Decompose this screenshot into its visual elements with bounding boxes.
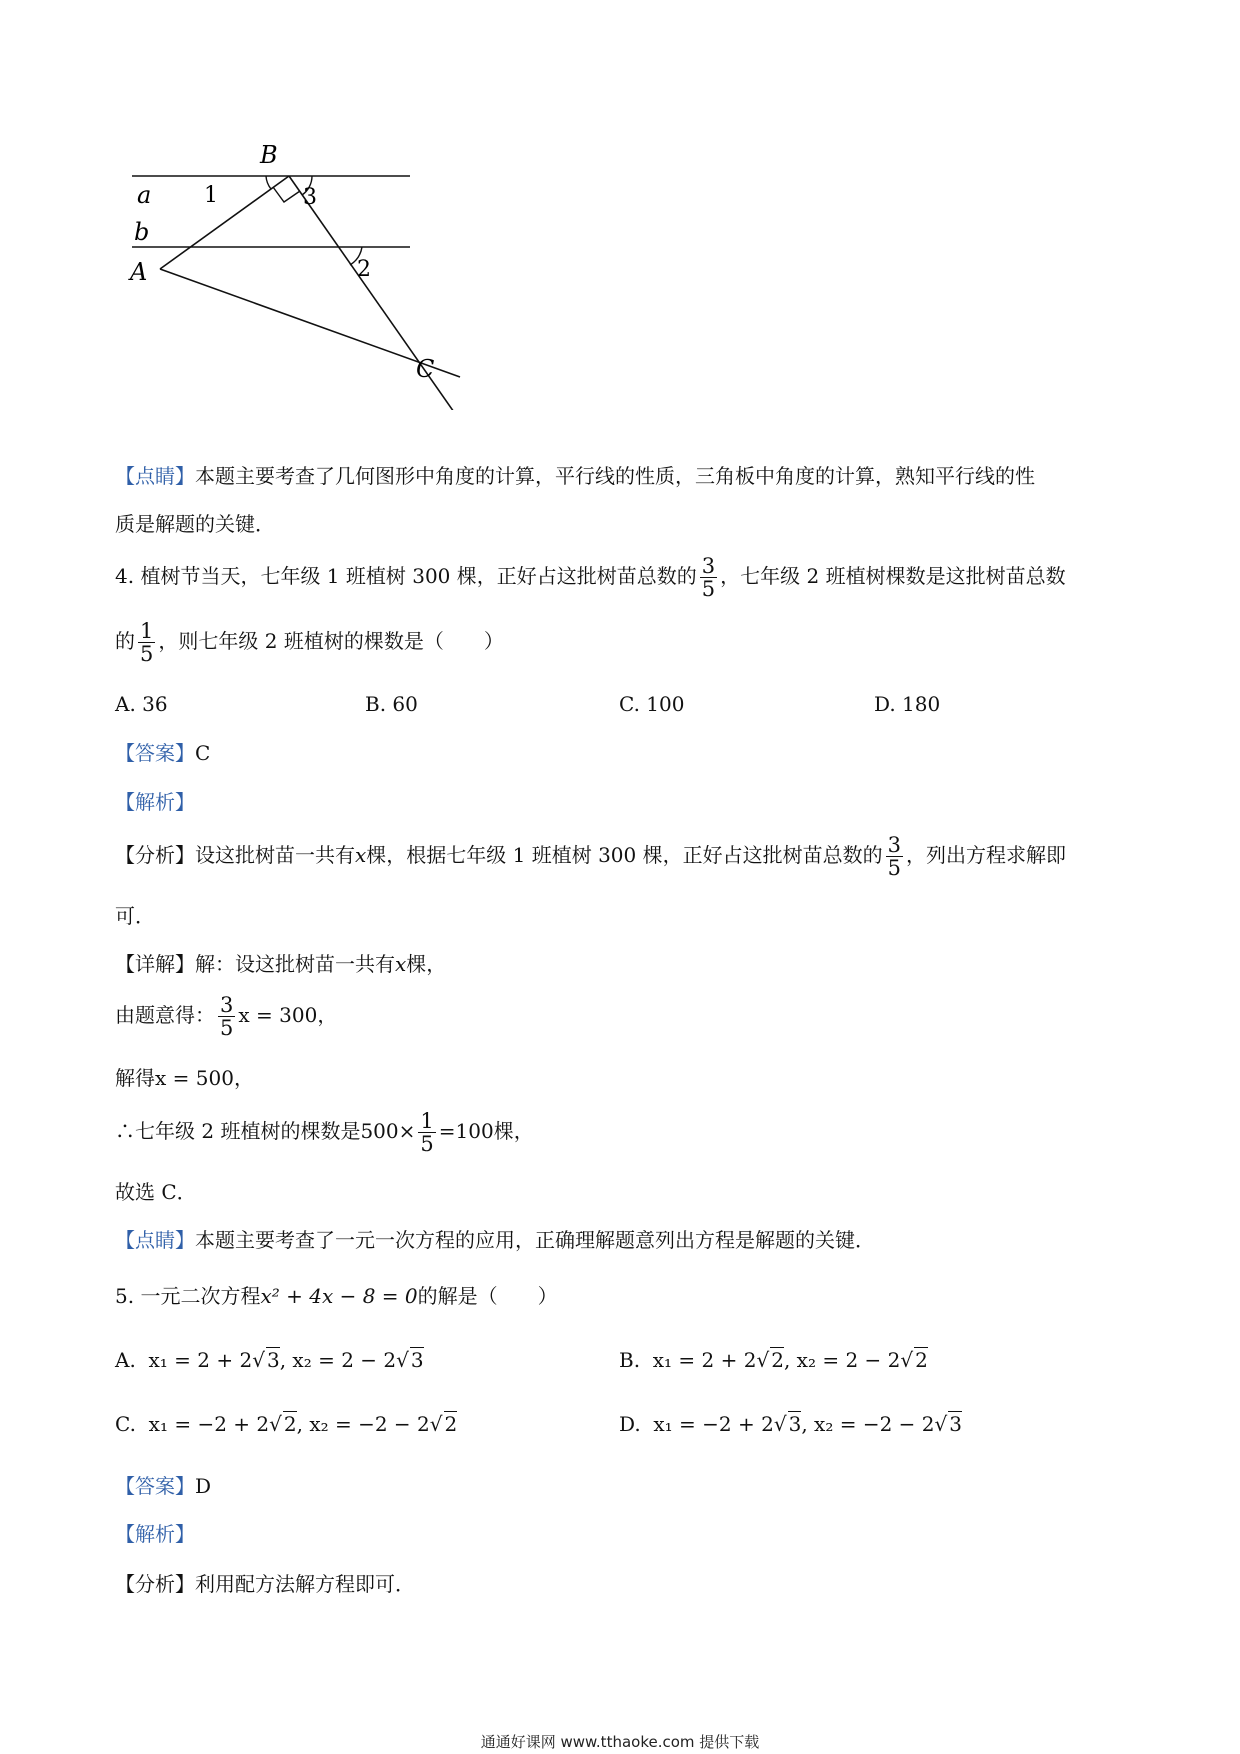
dianjing-tag: 【点睛】 <box>115 464 195 488</box>
fenxi-tag: 【分析】 <box>115 843 195 868</box>
fenxi-text: ，列出方程求解即 <box>905 843 1066 868</box>
xiangjie-text: 棵， <box>406 952 447 976</box>
q5-option-c: C. x₁ = −2 + 2√ 2, x₂ = −2 − 2√ 2 <box>115 1412 458 1436</box>
page-footer: 通通好课网 www.tthaoke.com 提供下载 <box>480 1733 760 1751</box>
label-a: a <box>137 181 152 209</box>
label-angle-1: 1 <box>204 183 218 208</box>
label-A: A <box>130 258 148 286</box>
label-angle-3: 3 <box>303 185 317 210</box>
equation: x² + 4x − 8 = 0 <box>260 1284 418 1308</box>
q4-xiangjie <box>115 954 446 974</box>
radicand: 3 <box>788 1412 802 1436</box>
segment-bc <box>289 176 463 410</box>
option-label: A. <box>115 1348 136 1372</box>
dianjing-text: 质是解题的关键． <box>115 512 275 536</box>
option-math: x₁ = 2 + 2 <box>652 1348 757 1372</box>
q3-dianjing-line1 <box>115 466 1035 486</box>
segment-ba <box>160 176 289 269</box>
q4-stem: ，则七年级 2 班植树的棵数是（ ） <box>158 629 504 654</box>
radicand: 2 <box>283 1412 297 1436</box>
radicand: 2 <box>444 1412 458 1436</box>
answer-value: C <box>195 741 211 765</box>
fraction <box>218 994 235 1039</box>
option-math: , x₂ = 2 − 2 <box>783 1348 901 1372</box>
segment-ac <box>160 269 460 377</box>
numerator: 3 <box>220 993 234 1017</box>
fenxi-tag: 【分析】 <box>115 1572 195 1596</box>
punct: ， <box>317 1003 338 1028</box>
step-label: ∴七年级 2 班植树的棵数是 <box>115 1119 361 1144</box>
fraction <box>138 620 155 665</box>
variable-x: x <box>355 843 367 868</box>
q4-stem-line2 <box>115 620 504 665</box>
punct: ， <box>233 1066 254 1090</box>
option-math: , x₂ = 2 − 2 <box>279 1348 397 1372</box>
q5-stem-text: 5. 一元二次方程 <box>115 1284 261 1308</box>
fenxi-text: 利用配方法解方程即可． <box>195 1572 415 1596</box>
denominator: 5 <box>220 1016 234 1041</box>
q4-step1 <box>115 994 337 1039</box>
numerator: 3 <box>887 833 901 857</box>
fraction <box>700 555 717 600</box>
q4-fenxi-line1 <box>115 834 1066 879</box>
q5-answer <box>115 1476 211 1496</box>
label-angle-2: 2 <box>357 257 371 282</box>
q4-step3 <box>115 1110 534 1155</box>
denominator: 5 <box>701 577 716 602</box>
q5-analysis-tag: 【解析】 <box>115 1522 195 1546</box>
q4-dianjing <box>115 1230 875 1250</box>
q4-option-d: D. 180 <box>874 692 941 716</box>
q4-stem: ，七年级 2 班植树棵数是这批树苗总数 <box>720 564 1066 589</box>
label-C: C <box>416 355 435 383</box>
q4-stem: 4. 植树节当天，七年级 1 班植树 300 棵，正好占这批树苗总数的 <box>115 564 697 589</box>
fenxi-text: 棵，根据七年级 1 班植树 300 棵，正好占这批树苗总数的 <box>366 843 883 868</box>
q5-option-b: B. x₁ = 2 + 2√ 2, x₂ = 2 − 2√ 2 <box>619 1348 928 1372</box>
label-B: B <box>260 141 278 169</box>
q4-guxuan: 故选 C． <box>115 1180 197 1204</box>
denominator: 5 <box>140 642 154 667</box>
q4-option-b: B. 60 <box>365 692 418 716</box>
numerator: 3 <box>701 554 716 578</box>
option-label: B. <box>619 1348 641 1372</box>
q5-stem-text: 的解是（ ） <box>417 1284 558 1308</box>
option-math: x₁ = −2 + 2 <box>148 1412 270 1436</box>
q4-option-a: A. 36 <box>115 692 168 716</box>
denominator: 5 <box>887 856 901 881</box>
radicand: 3 <box>410 1348 424 1372</box>
equation: 500× <box>360 1119 416 1144</box>
xiangjie-tag: 【详解】 <box>115 952 195 976</box>
dianjing-tag: 【点睛】 <box>115 1228 195 1252</box>
q5-stem <box>115 1286 558 1306</box>
q4-fenxi-line2: 可． <box>115 904 155 928</box>
fraction <box>886 834 903 879</box>
equation: x = 500 <box>155 1066 234 1090</box>
xiangjie-text: 解：设这批树苗一共有 <box>195 952 395 976</box>
radicand: 2 <box>771 1348 784 1372</box>
radicand: 2 <box>915 1348 928 1372</box>
answer-value: D <box>195 1474 212 1498</box>
q4-analysis-tag: 【解析】 <box>115 790 195 814</box>
angle-1-arc <box>266 176 271 189</box>
option-math: x₁ = 2 + 2 <box>148 1348 253 1372</box>
dianjing-text: 本题主要考查了几何图形中角度的计算，平行线的性质，三角板中角度的计算，熟知平行线的性 <box>195 464 1035 488</box>
variable-x: x <box>395 952 407 976</box>
radicand: 3 <box>949 1412 962 1436</box>
fenxi-text: 设这批树苗一共有 <box>195 843 355 868</box>
step-label: 由题意得： <box>115 1003 215 1028</box>
answer-tag: 【答案】 <box>115 741 195 765</box>
q4-stem: 的 <box>115 629 135 654</box>
dianjing-text: 本题主要考查了一元一次方程的应用，正确理解题意列出方程是解题的关键． <box>195 1228 875 1252</box>
denominator: 5 <box>420 1132 434 1157</box>
q4-option-c: C. 100 <box>619 692 685 716</box>
numerator: 1 <box>420 1109 434 1133</box>
fraction <box>418 1110 435 1155</box>
q3-dianjing-line2 <box>115 514 275 534</box>
q5-fenxi <box>115 1574 415 1594</box>
geometry-figure <box>120 130 480 410</box>
punct: 棵， <box>493 1119 534 1144</box>
option-label: D. <box>619 1412 641 1436</box>
numerator: 1 <box>140 619 154 643</box>
option-math: , x₂ = −2 − 2 <box>801 1412 935 1436</box>
q4-answer <box>115 743 210 763</box>
equation: x = 300 <box>238 1003 318 1028</box>
step-label: 解得 <box>115 1066 155 1090</box>
q5-option-d: D. x₁ = −2 + 2√ 3, x₂ = −2 − 2√ 3 <box>619 1412 962 1436</box>
option-math: , x₂ = −2 − 2 <box>296 1412 430 1436</box>
radicand: 3 <box>266 1348 280 1372</box>
q4-stem-line1 <box>115 555 1066 600</box>
equation: =100 <box>438 1119 494 1144</box>
option-math: x₁ = −2 + 2 <box>653 1412 774 1436</box>
label-b: b <box>134 218 150 246</box>
option-label: C. <box>115 1412 136 1436</box>
answer-tag: 【答案】 <box>115 1474 195 1498</box>
q4-step2 <box>115 1068 254 1088</box>
q5-option-a: A. x₁ = 2 + 2√ 3, x₂ = 2 − 2√ 3 <box>115 1348 424 1372</box>
right-angle-mark <box>273 187 300 202</box>
